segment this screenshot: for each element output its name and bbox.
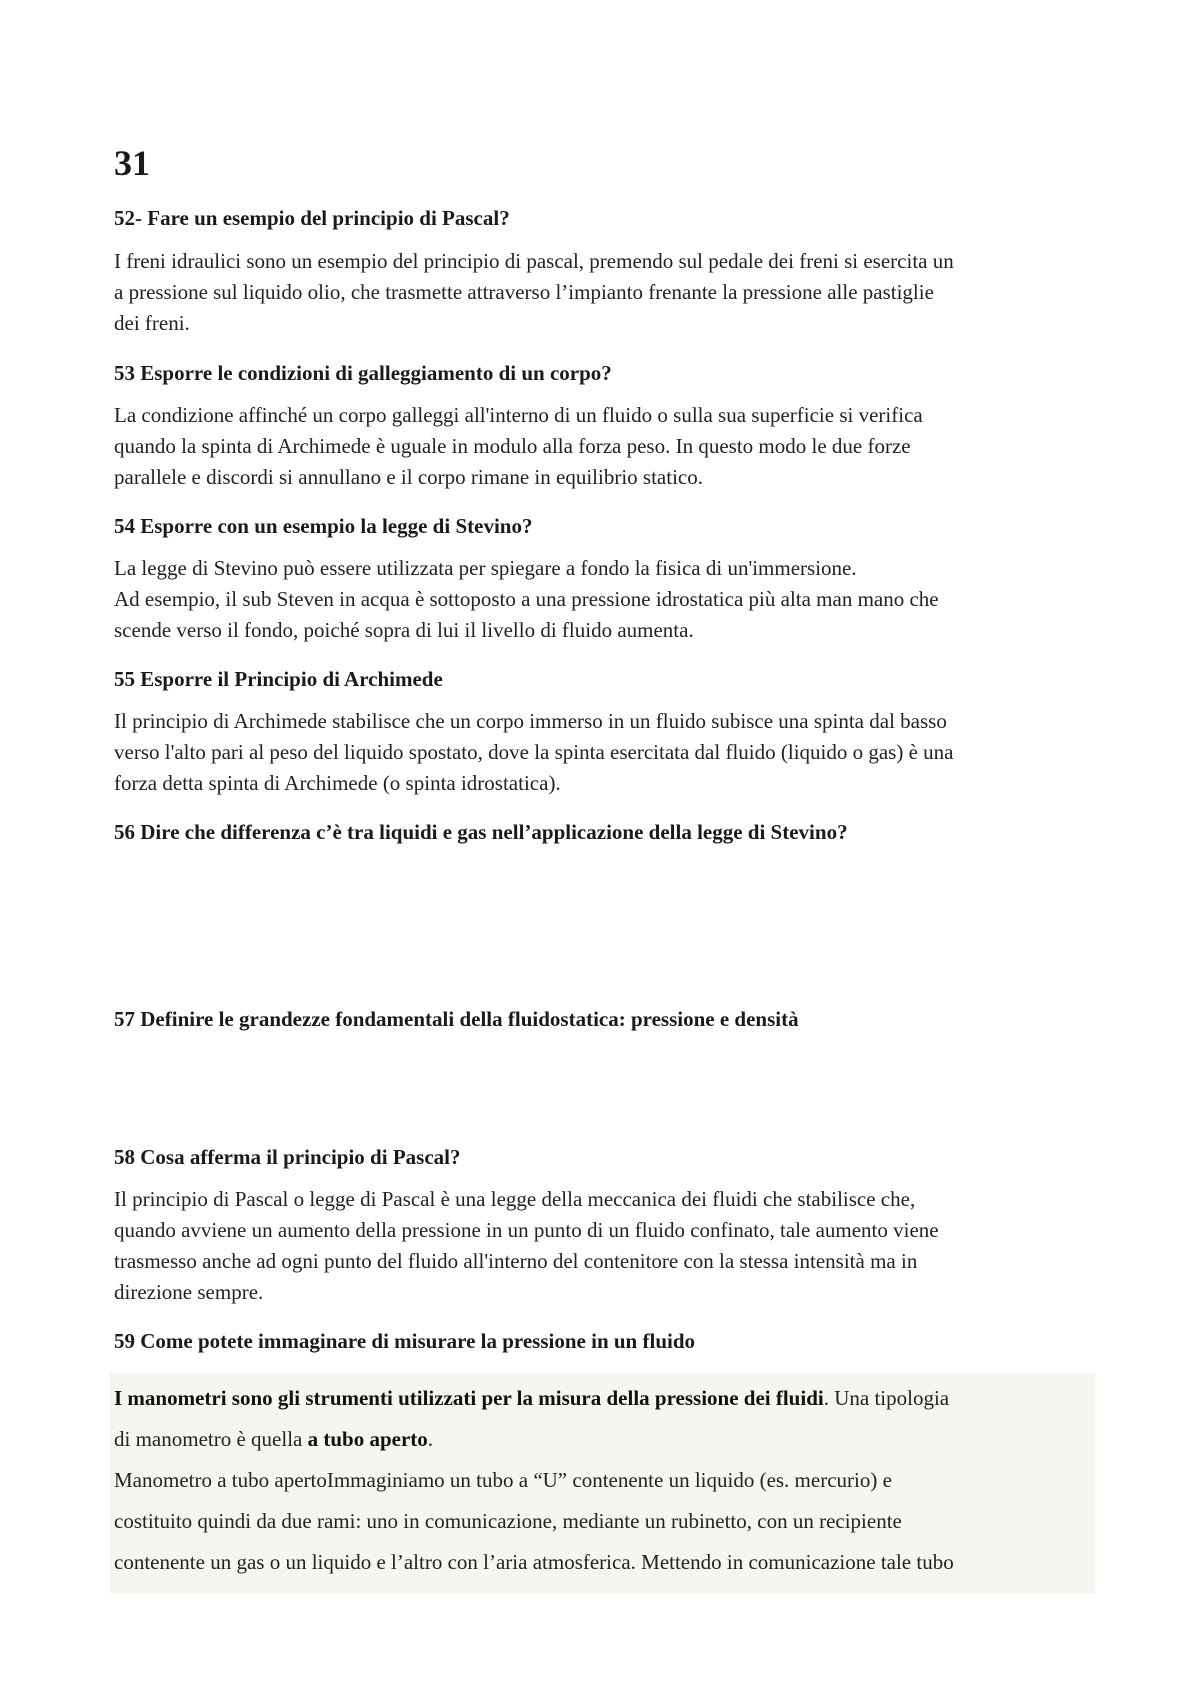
answer-53-line-3: parallele e discordi si annullano e il corpo rimane in equilibrio statico. [114,465,703,489]
answer-53 [114,400,1104,493]
answer-52 [114,246,1104,339]
answer-58-line-1: Il principio di Pascal o legge di Pascal è una legge della meccanica dei fluidi che stabilisce che, [114,1187,916,1211]
answer-59-line-2-prefix: di manometro è quella [114,1427,308,1451]
answer-55-line-3: forza detta spinta di Archimede (o spinta idrostatica). [114,771,561,795]
answer-53-line-1: La condizione affinché un corpo galleggi all'interno di un fluido o sulla sua superficie si verifica [114,403,923,427]
answer-59-line-1-bold: I manometri sono gli strumenti utilizzati per la misura della pressione dei fluidi [114,1386,824,1410]
question-52: 52- Fare un esempio del principio di Pascal? [114,206,510,230]
question-53: 53 Esporre le condizioni di galleggiamento di un corpo? [114,361,612,385]
question-54: 54 Esporre con un esempio la legge di Stevino? [114,514,533,538]
answer-59-line-5: contenente un gas o un liquido e l’altro con l’aria atmosferica. Mettendo in comunicazione tale tubo [114,1550,954,1574]
answer-58-line-4: direzione sempre. [114,1280,264,1304]
answer-55-line-1: Il principio di Archimede stabilisce che un corpo immerso in un fluido subisce una spinta dal basso [114,709,947,733]
answer-52-line-3: dei freni. [114,311,190,335]
answer-59 [114,1378,1099,1583]
answer-55-line-2: verso l'alto pari al peso del liquido spostato, dove la spinta esercitata dal fluido (liquido o gas) è una [114,740,954,764]
answer-59-line-1 [114,1378,1099,1419]
answer-58 [114,1184,1104,1308]
answer-54-line-1: La legge di Stevino può essere utilizzata per spiegare a fondo la fisica di un'immersione. [114,556,857,580]
question-59: 59 Come potete immaginare di misurare la pressione in un fluido [114,1329,696,1353]
answer-52-line-2: a pressione sul liquido olio, che trasmette attraverso l’impianto frenante la pressione alle pastiglie [114,280,934,304]
answer-59-line-3: Manometro a tubo apertoImmaginiamo un tubo a “U” contenente un liquido (es. mercurio) e [114,1468,892,1492]
answer-54-line-2: Ad esempio, il sub Steven in acqua è sottoposto a una pressione idrostatica più alta man mano che [114,587,939,611]
answer-59-line-2-suffix: . [427,1427,434,1451]
question-57: 57 Definire le grandezze fondamentali della fluidostatica: pressione e densità [114,1007,799,1031]
answer-55 [114,706,1104,799]
answer-59-line-2-bold: a tubo aperto [307,1427,428,1451]
answer-54 [114,553,1104,646]
answer-59-line-1-rest: . Una tipologia [823,1386,950,1410]
answer-58-line-3: trasmesso anche ad ogni punto del fluido all'interno del contenitore con la stessa intensità ma in [114,1249,918,1273]
question-58: 58 Cosa afferma il principio di Pascal? [114,1145,461,1169]
answer-58-line-2: quando avviene un aumento della pressione in un punto di un fluido confinato, tale aumento viene [114,1218,939,1242]
question-55: 55 Esporre il Principio di Archimede [114,667,443,691]
page-number: 31 [114,143,150,183]
answer-59-line-2 [114,1419,1099,1460]
answer-59-line-4: costituito quindi da due rami: uno in comunicazione, mediante un rubinetto, con un recipiente [114,1509,902,1533]
answer-52-line-1: I freni idraulici sono un esempio del principio di pascal, premendo sul pedale dei freni si esercita un [114,249,954,273]
answer-54-line-3: scende verso il fondo, poiché sopra di lui il livello di fluido aumenta. [114,618,694,642]
question-56: 56 Dire che differenza c’è tra liquidi e gas nell’applicazione della legge di Stevino? [114,820,848,844]
answer-53-line-2: quando la spinta di Archimede è uguale in modulo alla forza peso. In questo modo le due forze [114,434,911,458]
